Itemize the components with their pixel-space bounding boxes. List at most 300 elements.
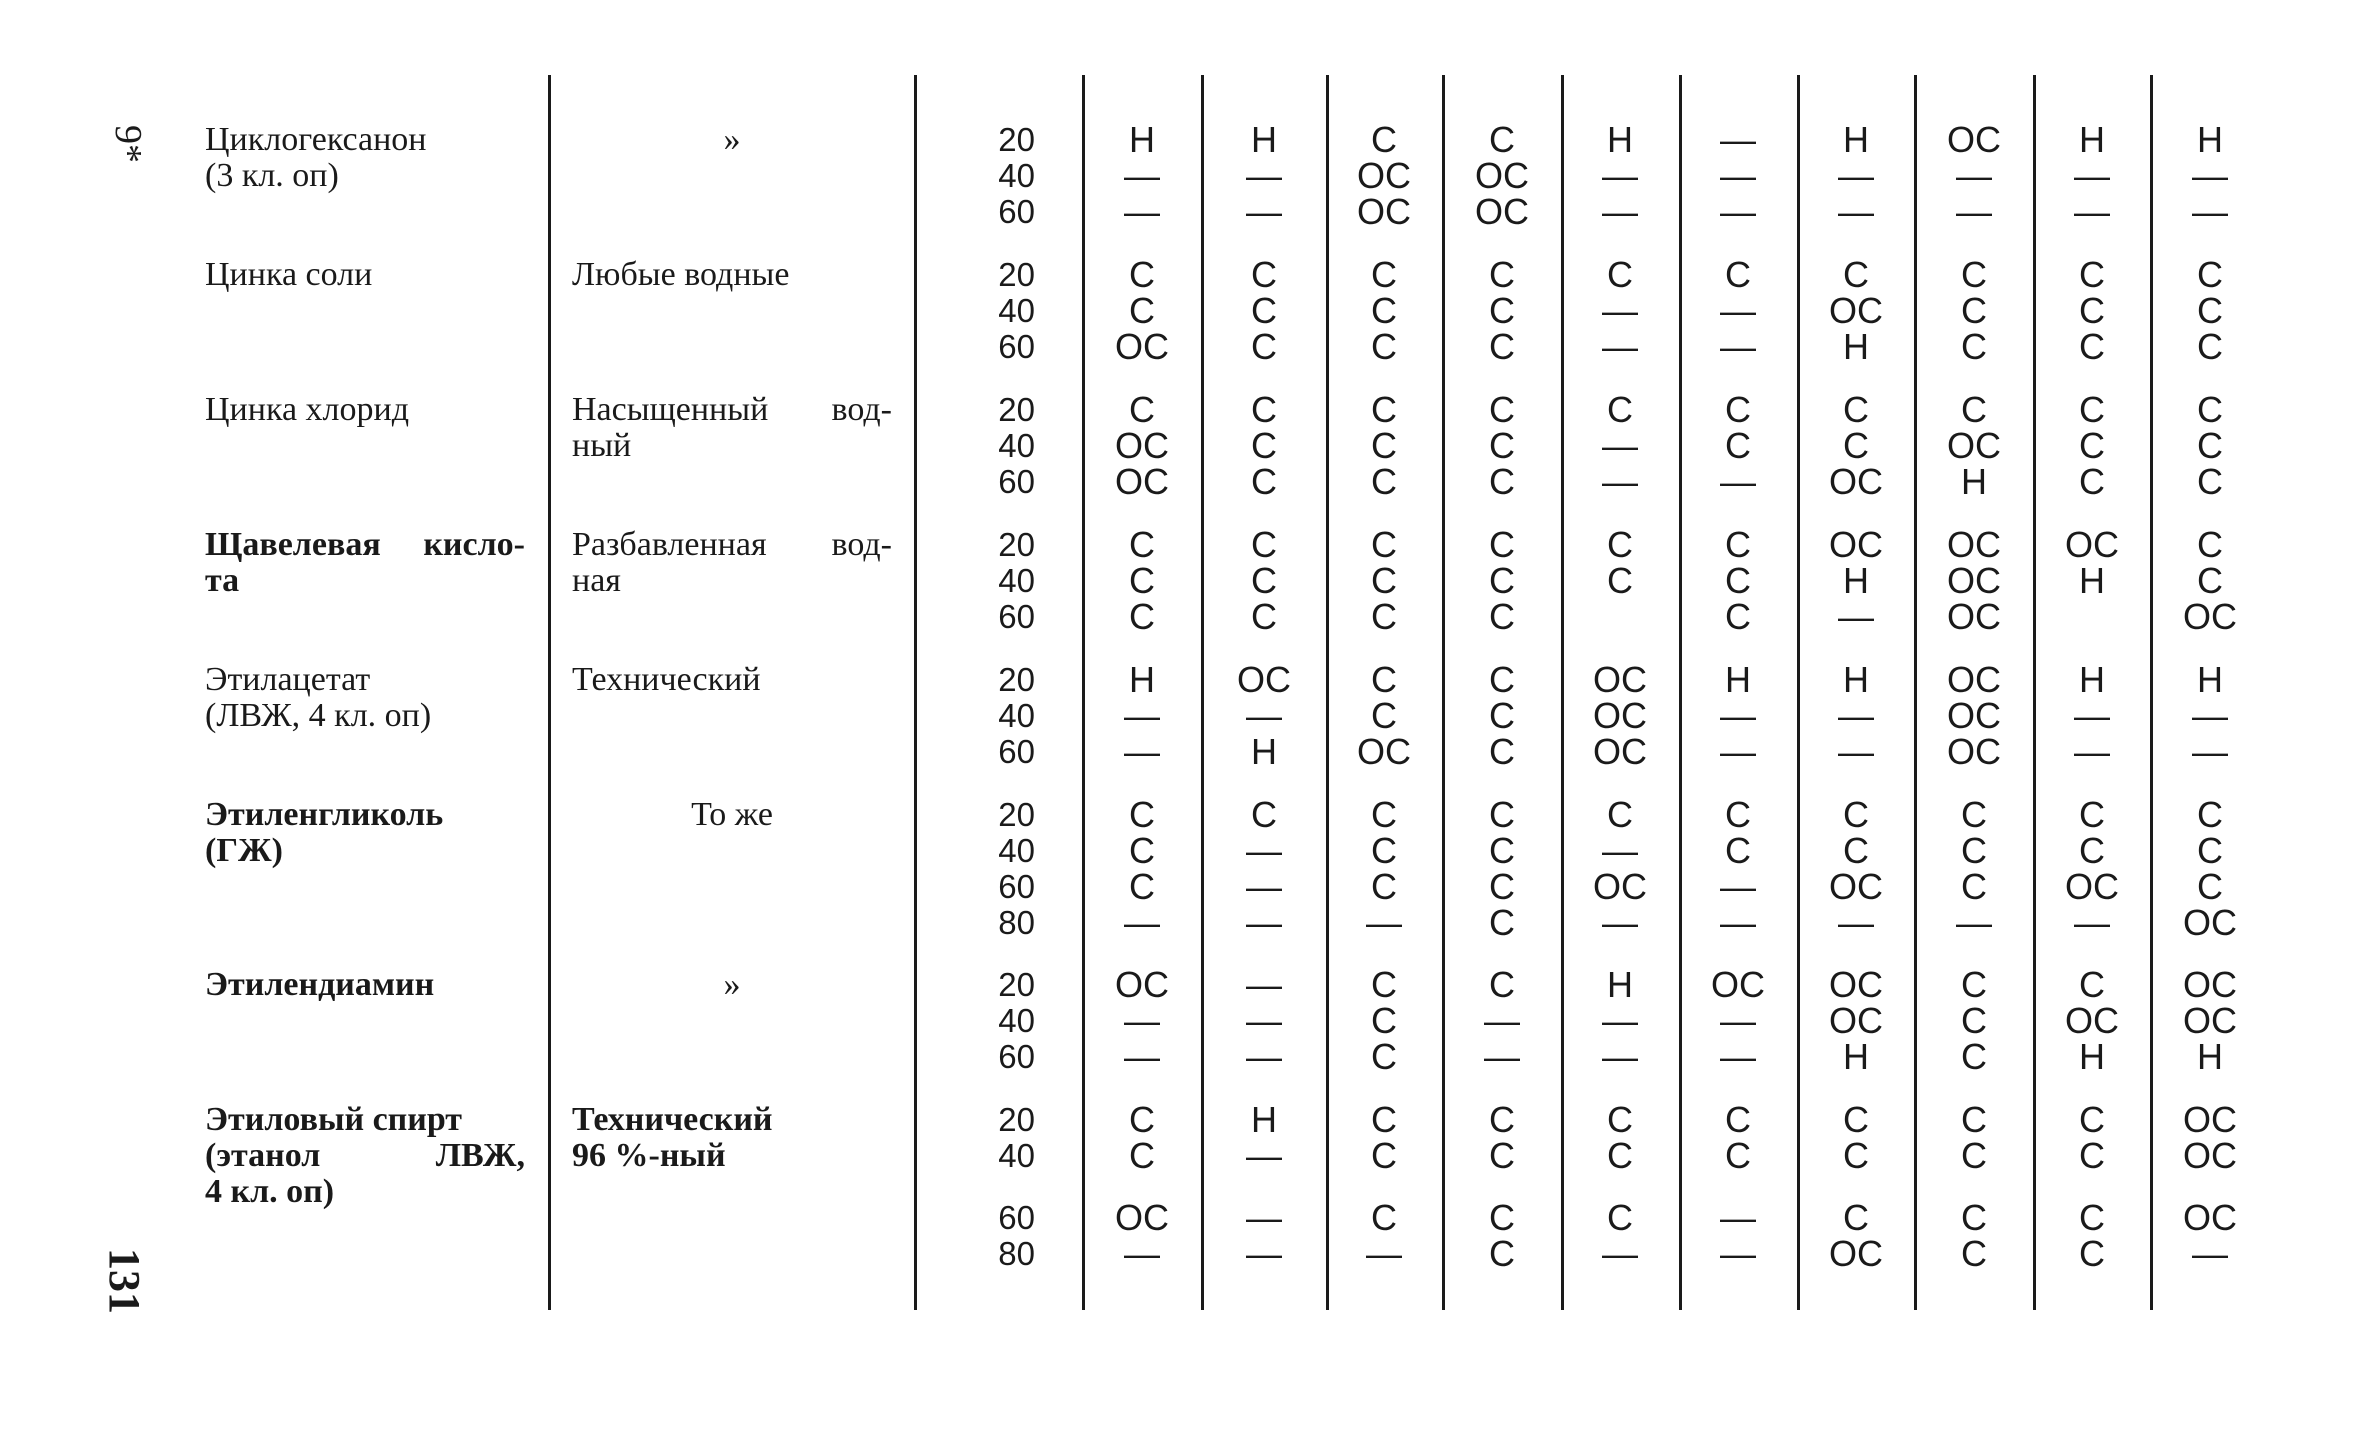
temperature-values	[945, 527, 1035, 635]
resistance-rating: —	[2074, 191, 2110, 232]
temperature-value: 20	[998, 796, 1035, 833]
resistance-rating: Н	[1843, 659, 1869, 700]
resistance-rating: —	[1602, 1036, 1638, 1077]
resistance-rating: —	[1720, 902, 1756, 943]
resistance-rating: ОС	[2065, 524, 2119, 565]
resistance-rating: Н	[1251, 119, 1277, 160]
resistance-rating: С	[1251, 425, 1277, 466]
resistance-rating: С	[1489, 1233, 1515, 1274]
resistance-rating: ОС	[1947, 425, 2001, 466]
resistance-rating: —	[1246, 902, 1282, 943]
substance-name-line: Циклогексанон	[205, 121, 427, 158]
resistance-cell	[1801, 389, 1911, 502]
table-rule	[1797, 75, 1800, 1310]
substance-name	[205, 1102, 525, 1210]
substance-name-line: Этиловый спирт	[205, 1101, 463, 1138]
resistance-cell	[1447, 659, 1557, 772]
resistance-cell	[1087, 659, 1197, 772]
resistance-rating: С	[1371, 830, 1397, 871]
substance-name	[205, 122, 525, 194]
temperature-value: 40	[998, 157, 1035, 194]
temperature-value: 20	[998, 661, 1035, 698]
resistance-rating: —	[1124, 1000, 1160, 1041]
resistance-rating: —	[1720, 119, 1756, 160]
resistance-rating: С	[2079, 1099, 2105, 1140]
resistance-rating: Н	[1725, 659, 1751, 700]
substance-name-line: Этилацетат	[205, 661, 371, 698]
resistance-cell	[1447, 1099, 1557, 1274]
resistance-cell	[1329, 964, 1439, 1077]
resistance-rating: С	[1961, 1233, 1987, 1274]
resistance-rating: ОС	[1947, 560, 2001, 601]
resistance-rating: —	[1602, 290, 1638, 331]
resistance-rating: С	[2197, 425, 2223, 466]
concentration	[572, 527, 892, 599]
resistance-rating: —	[1602, 155, 1638, 196]
resistance-rating: С	[2079, 1233, 2105, 1274]
temperature-values	[945, 392, 1035, 500]
resistance-rating: С	[1129, 524, 1155, 565]
resistance-rating: С	[1607, 1099, 1633, 1140]
resistance-rating: С	[1843, 1099, 1869, 1140]
resistance-rating: С	[1843, 1197, 1869, 1238]
temperature-value: 20	[998, 526, 1035, 563]
resistance-rating: С	[1371, 866, 1397, 907]
resistance-rating: —	[1720, 191, 1756, 232]
resistance-rating: С	[1489, 254, 1515, 295]
resistance-cell	[1565, 659, 1675, 772]
resistance-rating: С	[1843, 254, 1869, 295]
resistance-cell	[1683, 659, 1793, 772]
resistance-cell	[1683, 389, 1793, 502]
resistance-rating: —	[1124, 731, 1160, 772]
resistance-rating: —	[1602, 1233, 1638, 1274]
resistance-rating: С	[2197, 866, 2223, 907]
resistance-rating: Н	[2197, 1036, 2223, 1077]
resistance-rating: С	[1843, 1135, 1869, 1176]
resistance-rating: —	[1720, 290, 1756, 331]
resistance-rating: С	[1489, 560, 1515, 601]
temperature-value: 20	[998, 966, 1035, 1003]
temperature-value: 40	[998, 292, 1035, 329]
resistance-rating: С	[1371, 254, 1397, 295]
resistance-rating: ОС	[1947, 119, 2001, 160]
resistance-rating: С	[1725, 830, 1751, 871]
table-rule	[1561, 75, 1564, 1310]
resistance-rating: С	[1843, 794, 1869, 835]
resistance-rating: С	[1843, 425, 1869, 466]
resistance-rating: С	[1843, 830, 1869, 871]
resistance-rating: С	[1961, 290, 1987, 331]
resistance-rating: С	[1129, 866, 1155, 907]
resistance-rating: ОС	[1237, 659, 1291, 700]
resistance-rating: ОС	[1829, 461, 1883, 502]
resistance-rating: ОС	[1947, 731, 2001, 772]
resistance-rating: С	[1371, 119, 1397, 160]
substance-name-line: Цинка хлорид	[205, 391, 409, 428]
resistance-rating: С	[1725, 254, 1751, 295]
resistance-rating: С	[2079, 1197, 2105, 1238]
concentration-line: ный	[572, 427, 632, 464]
resistance-cell	[2037, 659, 2147, 772]
resistance-rating: С	[2197, 524, 2223, 565]
resistance-rating: С	[1725, 389, 1751, 430]
temperature-values	[945, 662, 1035, 770]
resistance-rating: ОС	[1829, 1233, 1883, 1274]
resistance-cell	[1447, 964, 1557, 1077]
concentration	[572, 967, 892, 1003]
resistance-rating: —	[1246, 1000, 1282, 1041]
resistance-rating: С	[1725, 425, 1751, 466]
resistance-rating: ОС	[1357, 731, 1411, 772]
resistance-cell	[1801, 254, 1911, 367]
resistance-rating: С	[2079, 830, 2105, 871]
resistance-rating: —	[2192, 731, 2228, 772]
concentration-line: 96 %-ный	[572, 1137, 726, 1174]
resistance-rating: С	[1129, 560, 1155, 601]
resistance-rating: С	[1489, 830, 1515, 871]
resistance-cell	[1565, 794, 1675, 943]
resistance-rating: Н	[1843, 1036, 1869, 1077]
substance-name	[205, 392, 525, 428]
resistance-rating: С	[1251, 290, 1277, 331]
resistance-rating: С	[1371, 794, 1397, 835]
resistance-rating: ОС	[1947, 524, 2001, 565]
resistance-rating: С	[1607, 1135, 1633, 1176]
resistance-cell	[1801, 119, 1911, 232]
resistance-rating: ОС	[1593, 731, 1647, 772]
resistance-rating: Н	[1607, 964, 1633, 1005]
resistance-rating: ОС	[1947, 695, 2001, 736]
resistance-rating: ОС	[1115, 461, 1169, 502]
resistance-rating: С	[2079, 290, 2105, 331]
resistance-cell	[1683, 1099, 1793, 1274]
resistance-cell	[1919, 119, 2029, 232]
table-rule	[1679, 75, 1682, 1310]
resistance-rating: —	[2192, 1233, 2228, 1274]
resistance-rating: —	[1602, 902, 1638, 943]
resistance-rating: Н	[2197, 119, 2223, 160]
resistance-rating: С	[2197, 461, 2223, 502]
resistance-rating: С	[1129, 254, 1155, 295]
resistance-rating: С	[1251, 560, 1277, 601]
resistance-rating: —	[2074, 155, 2110, 196]
resistance-rating: —	[1246, 695, 1282, 736]
resistance-rating: С	[1371, 461, 1397, 502]
resistance-cell	[1447, 119, 1557, 232]
temperature-value: 40	[998, 562, 1035, 599]
resistance-cell	[1329, 794, 1439, 943]
resistance-rating: —	[1602, 830, 1638, 871]
resistance-rating: С	[2197, 389, 2223, 430]
resistance-rating: —	[1838, 902, 1874, 943]
substance-name-line: (ЛВЖ, 4 кл. оп)	[205, 697, 432, 734]
resistance-cell	[2037, 964, 2147, 1077]
resistance-rating: ОС	[2065, 1000, 2119, 1041]
resistance-rating: С	[1489, 794, 1515, 835]
resistance-cell	[1447, 794, 1557, 943]
resistance-cell	[1329, 524, 1439, 637]
resistance-rating: С	[1371, 1135, 1397, 1176]
resistance-rating	[1565, 599, 1675, 635]
resistance-rating: С	[2197, 326, 2223, 367]
resistance-rating: С	[1371, 1036, 1397, 1077]
resistance-rating: С	[2197, 290, 2223, 331]
resistance-rating: С	[1607, 524, 1633, 565]
resistance-rating: —	[2074, 695, 2110, 736]
resistance-rating: С	[1725, 1099, 1751, 1140]
resistance-rating: С	[1489, 290, 1515, 331]
resistance-rating: С	[1129, 1099, 1155, 1140]
resistance-rating: С	[1489, 902, 1515, 943]
resistance-rating: ОС	[1357, 155, 1411, 196]
resistance-rating: С	[1489, 731, 1515, 772]
concentration	[572, 662, 892, 698]
substance-name-line: Цинка соли	[205, 256, 373, 293]
resistance-cell	[1209, 794, 1319, 943]
temperature-value: 60	[998, 1199, 1035, 1236]
resistance-rating: С	[2079, 425, 2105, 466]
resistance-cell	[1447, 389, 1557, 502]
substance-name-line: 4 кл. оп)	[205, 1173, 335, 1210]
resistance-rating: С	[1489, 1135, 1515, 1176]
resistance-rating: —	[1838, 695, 1874, 736]
resistance-rating: С	[1371, 326, 1397, 367]
resistance-rating: С	[1251, 461, 1277, 502]
page-number: 131	[100, 1248, 149, 1314]
temperature-values	[945, 967, 1035, 1075]
resistance-cell	[2155, 119, 2265, 232]
resistance-rating: —	[1720, 326, 1756, 367]
temperature-value: 60	[998, 733, 1035, 770]
resistance-rating: С	[2197, 794, 2223, 835]
resistance-rating: ОС	[1829, 1000, 1883, 1041]
resistance-rating: С	[1489, 866, 1515, 907]
temperature-value: 60	[998, 598, 1035, 635]
resistance-rating: С	[2079, 461, 2105, 502]
resistance-rating: С	[1129, 596, 1155, 637]
concentration-line: Технический	[572, 661, 761, 698]
resistance-cell	[1447, 524, 1557, 637]
resistance-rating: —	[1124, 902, 1160, 943]
resistance-rating: Н	[1961, 461, 1987, 502]
substance-name-line: (этанол ЛВЖ,	[205, 1137, 525, 1174]
table-rule	[914, 75, 917, 1310]
temperature-value: 60	[998, 868, 1035, 905]
resistance-rating: —	[1720, 1233, 1756, 1274]
substance-name	[205, 527, 525, 599]
resistance-rating: —	[1246, 1036, 1282, 1077]
resistance-rating: Н	[1843, 119, 1869, 160]
resistance-rating: —	[1124, 191, 1160, 232]
table-rule	[1914, 75, 1917, 1310]
resistance-rating: —	[2192, 155, 2228, 196]
resistance-rating: С	[2079, 254, 2105, 295]
substance-name-line: Щавелевая кисло-	[205, 526, 525, 563]
resistance-rating: —	[1484, 1036, 1520, 1077]
resistance-cell	[1209, 389, 1319, 502]
table-rule	[1442, 75, 1445, 1310]
temperature-value: 60	[998, 1038, 1035, 1075]
resistance-cell	[1919, 254, 2029, 367]
table-rule	[548, 75, 551, 1310]
resistance-rating: С	[1489, 326, 1515, 367]
resistance-cell	[1801, 524, 1911, 637]
concentration-line: Насыщенный вод-	[572, 391, 892, 428]
resistance-cell	[1209, 254, 1319, 367]
resistance-cell	[1565, 1099, 1675, 1274]
resistance-cell	[1919, 524, 2029, 637]
resistance-rating: С	[1489, 1099, 1515, 1140]
resistance-rating: —	[1720, 1000, 1756, 1041]
resistance-rating: С	[2079, 1135, 2105, 1176]
concentration	[572, 797, 892, 833]
resistance-cell	[2155, 254, 2265, 367]
resistance-rating: —	[1366, 902, 1402, 943]
concentration-line: »	[723, 121, 741, 158]
resistance-rating: С	[1607, 254, 1633, 295]
resistance-rating: Н	[2197, 659, 2223, 700]
temperature-values	[945, 797, 1035, 941]
resistance-rating: С	[1725, 794, 1751, 835]
resistance-cell	[1683, 254, 1793, 367]
resistance-rating: С	[1489, 461, 1515, 502]
resistance-rating: —	[1720, 731, 1756, 772]
resistance-rating: С	[1371, 290, 1397, 331]
resistance-cell	[1683, 964, 1793, 1077]
resistance-rating: ОС	[1593, 866, 1647, 907]
resistance-rating: ОС	[2183, 596, 2237, 637]
temperature-value: 80	[998, 1235, 1035, 1272]
resistance-rating: —	[2192, 695, 2228, 736]
concentration-line: Любые водные	[572, 256, 790, 293]
resistance-cell	[1919, 1099, 2029, 1274]
resistance-cell	[2155, 389, 2265, 502]
resistance-rating: С	[1371, 659, 1397, 700]
resistance-rating: С	[1961, 1036, 1987, 1077]
resistance-rating: С	[1961, 794, 1987, 835]
resistance-rating: ОС	[1115, 425, 1169, 466]
resistance-rating: ОС	[1711, 964, 1765, 1005]
resistance-rating: ОС	[1947, 659, 2001, 700]
concentration-line: »	[723, 966, 741, 1003]
resistance-rating: —	[1246, 155, 1282, 196]
resistance-rating: С	[1607, 389, 1633, 430]
temperature-values	[945, 122, 1035, 230]
resistance-cell	[1801, 794, 1911, 943]
resistance-cell	[1919, 659, 2029, 772]
resistance-rating: ОС	[2065, 866, 2119, 907]
resistance-rating: С	[1607, 794, 1633, 835]
resistance-rating: Н	[2079, 1036, 2105, 1077]
resistance-cell	[1087, 964, 1197, 1077]
resistance-rating: —	[2074, 731, 2110, 772]
resistance-rating: С	[1371, 524, 1397, 565]
resistance-rating: —	[1720, 695, 1756, 736]
resistance-rating: С	[1961, 1197, 1987, 1238]
resistance-rating: С	[2197, 254, 2223, 295]
substance-name	[205, 257, 525, 293]
resistance-cell	[1565, 964, 1675, 1077]
resistance-rating: ОС	[1829, 524, 1883, 565]
resistance-cell	[1329, 254, 1439, 367]
resistance-rating: Н	[1843, 560, 1869, 601]
resistance-rating: —	[2192, 191, 2228, 232]
concentration-line: Разбавленная вод-	[572, 526, 892, 563]
resistance-rating: ОС	[1829, 964, 1883, 1005]
resistance-rating: —	[1124, 1233, 1160, 1274]
resistance-rating: ОС	[2183, 1135, 2237, 1176]
resistance-rating: С	[1371, 1000, 1397, 1041]
temperature-value: 40	[998, 1137, 1035, 1174]
resistance-rating: —	[1838, 596, 1874, 637]
resistance-cell	[1209, 964, 1319, 1077]
resistance-rating: —	[1720, 461, 1756, 502]
substance-name-line: (ГЖ)	[205, 832, 283, 869]
resistance-rating: —	[1956, 155, 1992, 196]
substance-name	[205, 967, 525, 1003]
resistance-cell	[1087, 794, 1197, 943]
resistance-rating: ОС	[1593, 659, 1647, 700]
resistance-rating: С	[1129, 1135, 1155, 1176]
temperature-value: 60	[998, 328, 1035, 365]
resistance-rating: ОС	[1115, 964, 1169, 1005]
resistance-rating: С	[1129, 830, 1155, 871]
resistance-rating: С	[2197, 560, 2223, 601]
resistance-cell	[2155, 794, 2265, 943]
substance-name-line: Этилендиамин	[205, 966, 435, 1003]
resistance-rating: ОС	[1593, 695, 1647, 736]
resistance-rating: С	[1129, 794, 1155, 835]
resistance-rating: Н	[1129, 659, 1155, 700]
resistance-cell	[1801, 659, 1911, 772]
resistance-rating: С	[2079, 794, 2105, 835]
resistance-cell	[1329, 659, 1439, 772]
resistance-rating: Н	[1251, 1099, 1277, 1140]
temperature-values	[945, 1102, 1035, 1272]
resistance-rating: С	[1371, 425, 1397, 466]
resistance-rating: С	[1371, 596, 1397, 637]
temperature-value: 40	[998, 1002, 1035, 1039]
resistance-rating: С	[1489, 425, 1515, 466]
resistance-rating: —	[1602, 191, 1638, 232]
resistance-cell	[1087, 119, 1197, 232]
resistance-rating: С	[1489, 1197, 1515, 1238]
resistance-cell	[1087, 389, 1197, 502]
resistance-rating: С	[1961, 830, 1987, 871]
resistance-cell	[1209, 524, 1319, 637]
resistance-rating: С	[1489, 659, 1515, 700]
resistance-cell	[1329, 1099, 1439, 1274]
resistance-cell	[1209, 659, 1319, 772]
temperature-value: 20	[998, 121, 1035, 158]
resistance-cell	[1919, 964, 2029, 1077]
concentration	[572, 122, 892, 158]
resistance-rating: С	[1961, 1099, 1987, 1140]
resistance-rating: С	[1961, 389, 1987, 430]
resistance-rating: ОС	[1115, 326, 1169, 367]
resistance-rating: ОС	[1829, 866, 1883, 907]
resistance-rating: С	[1251, 254, 1277, 295]
resistance-rating	[2037, 599, 2147, 635]
resistance-rating: С	[1961, 1000, 1987, 1041]
resistance-cell	[1919, 389, 2029, 502]
resistance-rating: С	[1961, 964, 1987, 1005]
resistance-rating: —	[1366, 1233, 1402, 1274]
substance-name-line: Этиленгликоль	[205, 796, 444, 833]
signature-mark: 9*	[107, 125, 149, 163]
resistance-rating: —	[1602, 326, 1638, 367]
